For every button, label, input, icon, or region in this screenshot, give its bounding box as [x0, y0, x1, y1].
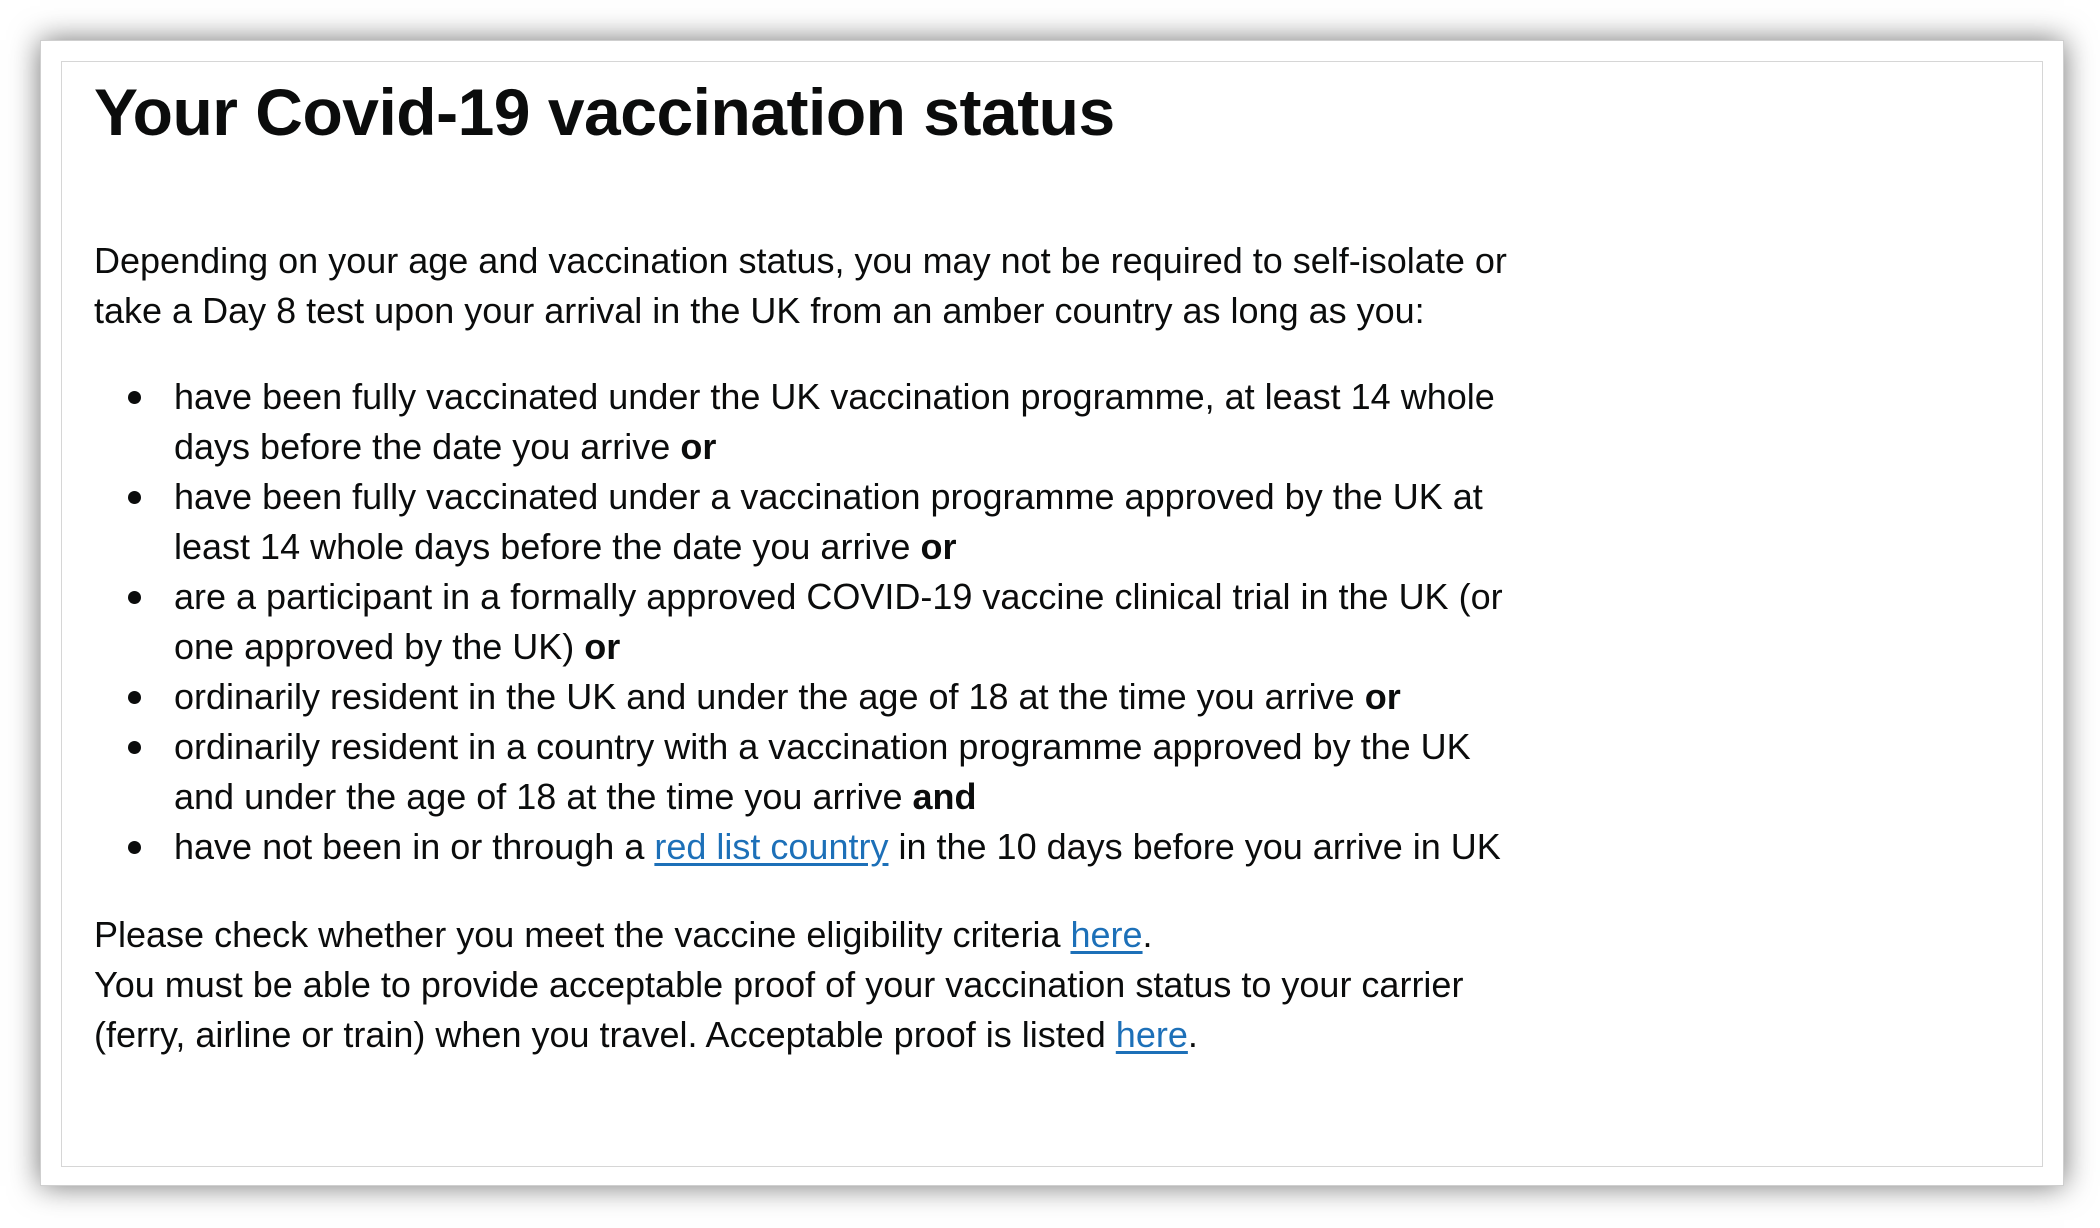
list-item-text: have not been in or through a	[174, 826, 645, 867]
list-item-text: have been fully vaccinated under the UK vaccination programme, at least 14 whole days before the date you arrive	[174, 376, 1495, 467]
bullet-icon	[128, 491, 141, 504]
list-item	[174, 822, 1514, 872]
list-item	[174, 472, 1514, 572]
bullet-icon	[128, 841, 141, 854]
intro-paragraph: Depending on your age and vaccination status, you may not be required to self-isolate or take a Day 8 test upon your arrival in the UK from an amber country as long as you:	[94, 240, 1507, 331]
list-item-text: ordinarily resident in the UK and under the age of 18 at the time you arrive	[174, 676, 1355, 717]
list-item-text: in the 10 days before you arrive in UK	[898, 826, 1501, 867]
list-item-conjunction: or	[920, 526, 957, 567]
eligibility-text: Please check whether you meet the vaccine eligibility criteria	[94, 914, 1061, 955]
page-title: Your Covid-19 vaccination status	[94, 75, 1115, 149]
list-item	[174, 372, 1514, 472]
main-content	[94, 62, 1514, 1060]
eligibility-note	[94, 910, 1514, 1060]
list-item-text: have been fully vaccinated under a vaccination programme approved by the UK at least 14 whole days before the date you arrive	[174, 476, 1483, 567]
page-viewport	[61, 61, 2043, 1167]
proof-here-link[interactable]: here	[1115, 1014, 1188, 1055]
list-item	[174, 672, 1514, 722]
eligibility-here-link[interactable]: here	[1070, 914, 1143, 955]
red-list-country-link[interactable]: red list country	[654, 826, 889, 867]
list-item-text: ordinarily resident in a country with a vaccination programme approved by the UK and under the age of 18 at the time you arrive	[174, 726, 1471, 817]
proof-text: You must be able to provide acceptable proof of your vaccination status to your carrier (ferry, airline or train) when you travel. Acceptable proof is listed	[94, 964, 1464, 1055]
bullet-icon	[128, 691, 141, 704]
list-item-conjunction: and	[912, 776, 977, 817]
bullet-icon	[128, 741, 141, 754]
bullet-icon	[128, 591, 141, 604]
list-item	[174, 722, 1514, 822]
list-item-text: are a participant in a formally approved COVID-19 vaccine clinical trial in the UK (or one approved by the UK)	[174, 576, 1503, 667]
proof-suffix: .	[1187, 1014, 1198, 1055]
browser-frame	[40, 40, 2064, 1186]
bullet-icon	[128, 391, 141, 404]
list-item-conjunction: or	[584, 626, 621, 667]
eligibility-suffix: .	[1142, 914, 1153, 955]
list-item	[174, 572, 1514, 672]
list-item-conjunction: or	[1364, 676, 1401, 717]
list-item-conjunction: or	[680, 426, 717, 467]
criteria-list	[94, 372, 1514, 872]
